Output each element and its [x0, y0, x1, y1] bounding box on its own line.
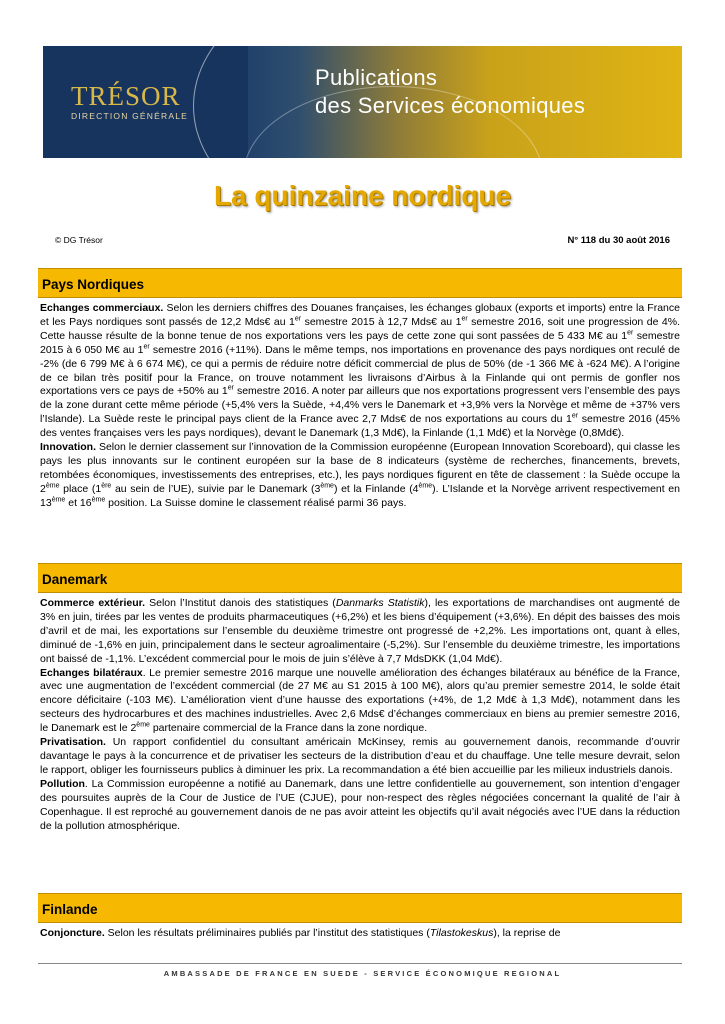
footer-divider: [38, 963, 682, 964]
section-heading: Finlande: [38, 893, 682, 923]
paragraph-lead: Privatisation.: [40, 736, 106, 749]
paragraph-lead: Pollution: [40, 777, 85, 790]
paragraph-echanges-commerciaux: [38, 302, 682, 441]
copyright-note: © DG Trésor: [55, 235, 103, 245]
publication-line-1: Publications: [315, 65, 438, 90]
paragraph-innovation: [38, 441, 682, 511]
paragraph-echanges-bilateraux: [38, 667, 682, 737]
page-footer: AMBASSADE DE FRANCE EN SUEDE - SERVICE ÉCONOMIQUE REGIONAL: [163, 969, 562, 978]
paragraph-text: . La Commission européenne a notifié au Danemark, dans une lettre confidentielle au gouvernement, son intention d’engager des poursuites auprès de la Cour de Justice de l’UE (CJUE), pour non-respect des règles négociées concernant la qualité de l’air à Copenhague. Il est reproché au gouvernement danois de ne pas avoir atteint les objectifs qu’il avait négociés avec l’UE dans la réduction de la pollution atmosphérique.: [40, 777, 680, 832]
paragraph-lead: Echanges bilatéraux: [40, 666, 143, 679]
section-finlande: [38, 893, 682, 941]
issue-number: N° 118 du 30 août 2016: [567, 235, 670, 246]
paragraph-conjoncture: [38, 927, 682, 941]
paragraph-text: Selon les derniers chiffres des Douanes françaises, les échanges globaux (exports et imports) entre la France et les Pays nordiques sont passés de 12,2 Mds€ au 1er semestre 2015 à 12,7 Mds€ au 1er semestre 2016, soit une progression de 4%. Cette hausse résulte de la bonne tenue de nos exportations vers les pays de cette zone qui sont passées de 5 433 M€ au 1er semestre 2015 à 6 050 M€ au 1er semestre 2016 (+11%). Dans le même temps, nos importations en provenance des pays nordiques ont reculé de -2% (de 6 799 M€ à 6 674 M€), ce qui a permis de réduire notre déficit commercial de plus de 50% (de -1 366 M€ à -624 M€). A l’origine de ce bilan très positif pour la France, on trouve notamment les livraisons d’Airbus à la Finlande qui ont permis de gonfler nos exportations vers ce pays de +50% au 1er semestre 2016. A noter par ailleurs que nos exportations progressent vers l’ensemble des pays de la zone durant cette même période (+5,4% vers la Suède, +4,4% vers le Danemark et +3,9% vers la Norvège et même de +37% vers l’Islande). La Suède reste le principal pays client de la France avec 2,7 Mds€ de nos exportations au cours du 1er semestre 2016 (45% des ventes françaises vers les pays nordiques), devant le Danemark (1,3 Md€), la Finlande (1,1 Md€) et la Norvège (0,8Md€).: [40, 302, 680, 440]
paragraph-privatisation: [38, 736, 682, 778]
paragraph-pollution: [38, 778, 682, 834]
section-danemark: [38, 563, 682, 833]
paragraph-text: . Le premier semestre 2016 marque une nouvelle amélioration des échanges bilatéraux au bénéfice de la France, avec une augmentation de l’excédent commercial (de 27 M€ au S1 2015 à 100 M€), alors qu’au premier semestre 2014, le solde était encore déficitaire (-103 M€). L’amélioration vient d’une hausse des exportations (+4%, de 1,2 Md€ à 1,3 Md€), notamment dans les secteurs des hydrocarbures et des machines industrielles. Avec 2,6 Mds€ d’échanges commerciaux en biens au premier semestre 2016, le Danemark est le 2ème partenaire commercial de la France dans la zone nordique.: [40, 666, 681, 735]
section-heading: Pays Nordiques: [38, 268, 682, 298]
section-pays-nordiques: [38, 268, 682, 511]
paragraph-commerce-exterieur: [38, 597, 682, 667]
publication-line-2: des Services économiques: [315, 93, 586, 118]
logo-name: TRÉSOR: [71, 81, 181, 111]
paragraph-text: Selon les résultats préliminaires publiés par l’institut des statistiques (Tilastokeskus), la reprise de: [107, 927, 561, 939]
logo-subtitle: DIRECTION GÉNÉRALE: [71, 111, 189, 121]
paragraph-text: Selon le dernier classement sur l’innovation de la Commission européenne (European Innovation Scoreboard), qui classe les pays les plus innovants sur le continent européen sur la base de 8 indicateurs (système de recherches, financements, brevets, retombées économiques, investissements des entreprises, etc.), les pays nordiques figurent en tête de classement : la Suède occupe la 2ème place (1ère au sein de l’UE), suivie par le Danemark (3ème) et la Finlande (4ème). L’Islande et la Norvège arrivent respectivement en 13ème et 16ème position. La Suisse domine le classement réalisé parmi 36 pays.: [40, 441, 681, 509]
header-banner: [43, 46, 682, 158]
paragraph-lead: Conjoncture.: [40, 927, 105, 939]
paragraph-lead: Commerce extérieur.: [40, 597, 146, 609]
paragraph-text: Un rapport confidentiel du consultant américain McKinsey, remis au gouvernement danois, recommande d’ouvrir davantage le pays à la concurrence et de privatiser les secteurs de la distribution d’eau et du chauffage. Une telle mesure devrait, selon le rapport, obliger les fournisseurs publics à diminuer les prix. La recommandation a été bien accueillie par les milieux industriels danois.: [40, 736, 680, 776]
section-heading: Danemark: [38, 563, 682, 593]
paragraph-lead: Innovation.: [40, 441, 96, 454]
page-title: La quinzaine nordique: [213, 180, 512, 211]
publication-name: [315, 64, 585, 120]
tresor-logo: [71, 82, 188, 121]
paragraph-lead: Echanges commerciaux.: [40, 302, 164, 314]
paragraph-text: Selon l’Institut danois des statistiques (Danmarks Statistik), les exportations de marchandises ont augmenté de 3% en juin, tirées par les ventes de produits pharmaceutiques (+6,2%) et les biens d’équipement (+3,6%). En dépit des baisses des mois d’avril et de mai, les exportations sur l’ensemble du deuxième trimestre ont progressé de +2,2%. Les importations ont, quant à elles, diminué de -1,6% en juin, principalement dans le secteur agroalimentaire (-5,2%). Sur l’ensemble du deuxième trimestre, les importations ont baissé de -1,1%. L’excédent commercial pour le mois de juin s’élève à 7,7 MdsDKK (1,04 Md€).: [40, 597, 681, 665]
